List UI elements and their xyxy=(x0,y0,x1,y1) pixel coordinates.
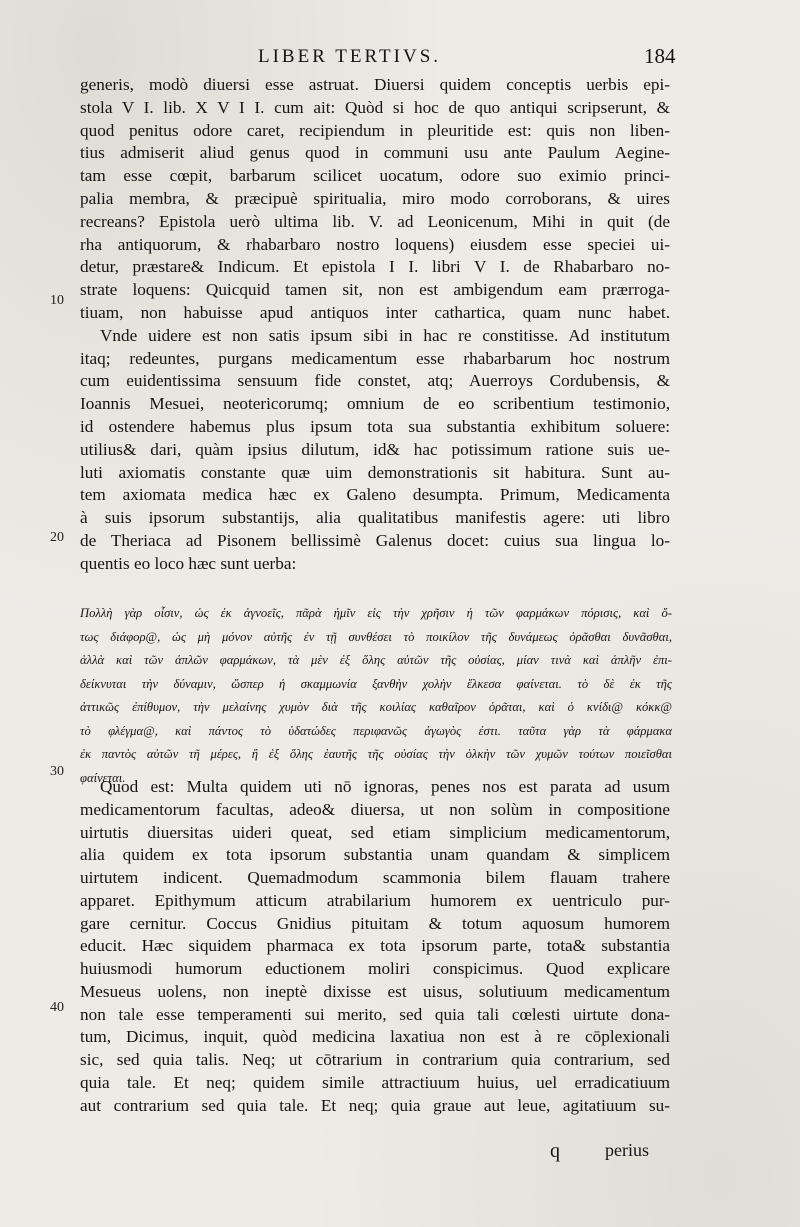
text-line: non tale esse temperamenti sui merito, sed quia tali cœlesti uirtute dona- xyxy=(80,1004,670,1024)
text-line: stola V I. lib. X V I I. cum ait: Quòd si hoc de quo antiqui scripserunt, & xyxy=(80,97,670,117)
text-line: strate loquens: Quicquid tamen sit, non est ambigendum eam prærroga- xyxy=(80,280,670,300)
text-line: δείκνυται τὴν δύναμιν, ὥσπερ ἡ σκαμμωνία ξανθὴν χολὴν ἕλκεσα φαίνεται. τὸ δὲ ἐκ τῆς xyxy=(80,676,672,691)
text-line: Vnde uidere est non satis ipsum sibi in hac re constitisse. Ad institutum xyxy=(100,325,670,345)
text-line: medicamentorum facultas, adeo& diuersa, ut non solùm in compositione xyxy=(80,799,670,819)
text-line: ἀττικῶς ἐπίθυμον, τὴν μελαίνης χυμὸν διὰ τῆς κοιλίας καθαῖρον ὁρᾶται, καὶ ὁ κνίδι@ κόκκ@ xyxy=(80,700,672,714)
text-line: quod penitus odore caret, recipiendum in pleuritide est: quis non liben- xyxy=(80,120,670,140)
text-line: Ioannis Mesuei, neotericorumq; omnium de eo scribentium testimonio, xyxy=(80,394,670,414)
text-line: Mesueus uolens, non ineptè dixisse est uisus, solutiuum medicamentum xyxy=(80,981,670,1001)
text-line: alia quidem ex tota ipsorum substantia unam quandam & simplicem xyxy=(80,845,670,865)
text-line: uirtutis diuersitas uideri queat, sed etiam simplicium medicamentorum, xyxy=(80,822,670,842)
text-line: de Theriaca ad Pisonem bellissimè Galenus docet: cuius sua lingua lo- xyxy=(80,530,670,550)
running-head: LIBER TERTIVS. xyxy=(258,46,442,67)
catchword: perius xyxy=(605,1140,649,1160)
text-line: huiusmodi humorum eductionem moliri conspicimus. Quod explicare xyxy=(80,959,670,978)
text-line: detur, præstare& Indicum. Et epistola I I. libri V I. de Rhabarbaro no- xyxy=(80,257,670,277)
text-line: rha antiquorum, & rhabarbaro nostro loquens) eiusdem esse speciei ui- xyxy=(80,234,670,254)
text-line: φαίνεται. xyxy=(80,770,126,785)
main-text-block xyxy=(80,74,670,576)
text-line: gare cernitur. Coccus Gnidius pituitam & totum aquosum humorem xyxy=(80,913,670,933)
text-line: ἐκ παντὸς αὐτῶν τῆ μέρες, ἢ ἐξ ὅλης ἑαυτῆς τῆς οὐσίας τὴν ὁλκὴν τῶν χυμῶν τούτων ποιεῖσθαι xyxy=(80,747,672,761)
page-header xyxy=(0,44,800,74)
text-line: Quod est: Multa quidem uti nō ignoras, penes nos est parata ad usum xyxy=(100,777,670,796)
margin-line-number: 40 xyxy=(50,1000,64,1015)
text-line: sic, sed quia talis. Neq; ut cōtrarium in contrarium quia contrarium, sed xyxy=(80,1050,670,1069)
text-line: τως διάφορ@, ὡς μὴ μόνον αὐτῆς ἐν τῇ συνθέσει τὸ ποικίλον τῆς δυνάμεως ὁρᾶσθαι δυνᾶσθαι, xyxy=(80,629,672,644)
text-line: cum euidentissima sensuum fide constet, atq; Auerroys Cordubensis, & xyxy=(80,371,670,391)
text-line: generis, modò diuersi esse astruat. Diuersi quidem conceptis uerbis epi- xyxy=(80,75,670,94)
text-line: aut contrarium sed quia tale. Et neq; quia graue aut leue, agitatiuum su- xyxy=(80,1095,670,1115)
text-line: tiuam, non habuisse apud antiquos inter cathartica, quam nunc habet. xyxy=(80,302,670,322)
page-footer xyxy=(0,1140,800,1170)
greek-quotation-block xyxy=(80,602,672,790)
text-line: educit. Hæc siquidem pharmaca ex tota ipsorum parte, tota& substantia xyxy=(80,936,670,956)
text-line: Πολλὴ γὰρ οἶσιν, ὡς ἐκ ἀγνοεῖς, πᾶρὰ ἡμῖν εἰς τὴν χρῆσιν ἡ τῶν φαρμάκων πόρισις, καὶ ὄ- xyxy=(80,606,672,620)
text-line: tem axiomata medica hæc ex Galeno desumpta. Primum, Medicamenta xyxy=(80,485,670,505)
margin-line-number: 10 xyxy=(50,293,64,308)
text-line: tius admiserit aliud genus quod in communi usu ante Paulum Aegine- xyxy=(80,143,670,163)
signature-mark: q xyxy=(550,1140,560,1162)
text-line: apparet. Epithymum atticum atrabilarium humorem ex uentriculo pur- xyxy=(80,890,670,910)
text-line: luti axiomatis constante quæ uim demonstrationis sit habitura. Sunt au- xyxy=(80,462,670,482)
text-line: itaq; redeuntes, purgans medicamentum esse rhabarbarum hoc nostrum xyxy=(80,348,670,368)
text-line: utilius& dari, quàm ipsius dilutum, id& hac potissimum ratione suis ue- xyxy=(80,439,670,459)
latin-translation-block xyxy=(80,776,670,1117)
text-line: à suis ipsorum substantijs, alia qualitatibus manifestis agere: uti libro xyxy=(80,508,670,528)
text-line: τὸ φλέγμα@, καὶ πάντος τὸ ὑδατώδες περιφανῶς ἀγωγὸς ἐστι. ταῦτα γὰρ τὰ φάρμακα xyxy=(80,723,672,738)
text-line: tam esse cœpit, barbarum scilicet uocatum, odore suo eximio princi- xyxy=(80,166,670,186)
text-line: ἀλλὰ καὶ τῶν ἁπλῶν φαρμάκων, τὰ μὲν ἐξ ὅλης αὐτῶν τῆς οὐσίας, μίαν τινὰ καὶ ἁπλῆν ἐπι- xyxy=(80,653,672,667)
margin-line-number: 20 xyxy=(50,530,64,545)
text-line: uirtutem indicent. Quemadmodum scammonia bilem flauam trahere xyxy=(80,868,670,887)
text-line: id ostendere habemus plus ipsum tota sua substantia exhibitum soluere: xyxy=(80,416,670,436)
margin-line-number: 30 xyxy=(50,764,64,779)
page-number: 184 xyxy=(644,44,676,68)
text-line: recreans? Epistola uerò ultima lib. V. ad Leonicenum, Mihi in quit (de xyxy=(80,211,670,231)
text-line: tum, Dicimus, inquit, quòd medicina laxatiua non est à re cōplexionali xyxy=(80,1027,670,1047)
text-line: quia tale. Et neq; quidem simile attractiuum huius, uel erradicatiuum xyxy=(80,1072,670,1092)
text-line: palia membra, & præcipuè spiritualia, miro modo corroborans, & uires xyxy=(80,188,670,208)
text-line: quentis eo loco hæc sunt uerba: xyxy=(80,553,297,573)
